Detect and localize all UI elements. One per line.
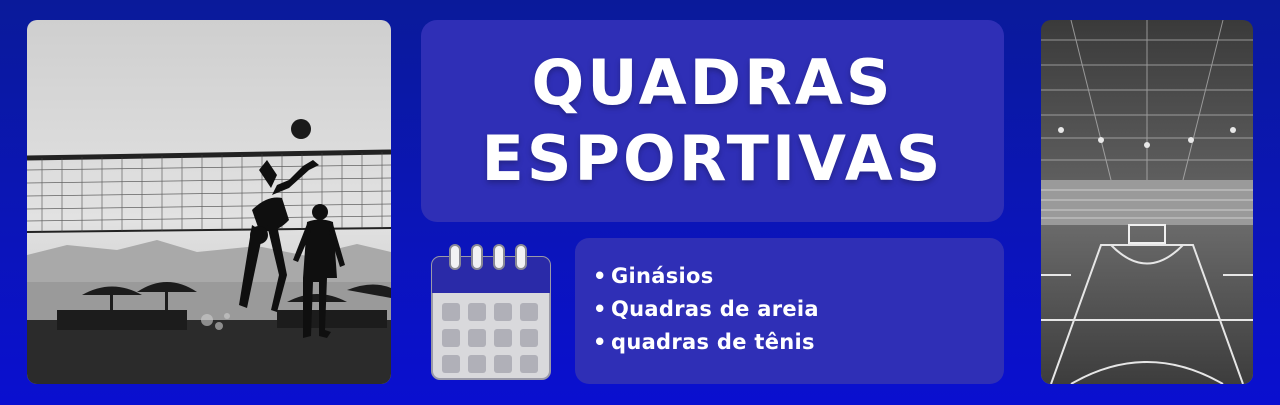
title-line-2: ESPORTIVAS <box>481 122 944 195</box>
features-card <box>575 238 1004 384</box>
bullet: • <box>593 297 607 321</box>
feature-label: Ginásios <box>611 264 714 288</box>
feature-item-ginasios <box>593 260 1004 293</box>
title-card <box>421 20 1004 222</box>
bullet: • <box>593 264 607 288</box>
feature-item-quadras-areia <box>593 293 1004 326</box>
feature-label: quadras de tênis <box>611 330 815 354</box>
title-line-1: QUADRAS <box>531 46 894 119</box>
calendar-icon <box>430 243 552 381</box>
beach-footvolley-photo <box>27 20 391 384</box>
feature-item-quadras-tenis <box>593 326 1004 359</box>
feature-label: Quadras de areia <box>611 297 819 321</box>
bullet: • <box>593 330 607 354</box>
indoor-arena-photo <box>1041 20 1253 384</box>
